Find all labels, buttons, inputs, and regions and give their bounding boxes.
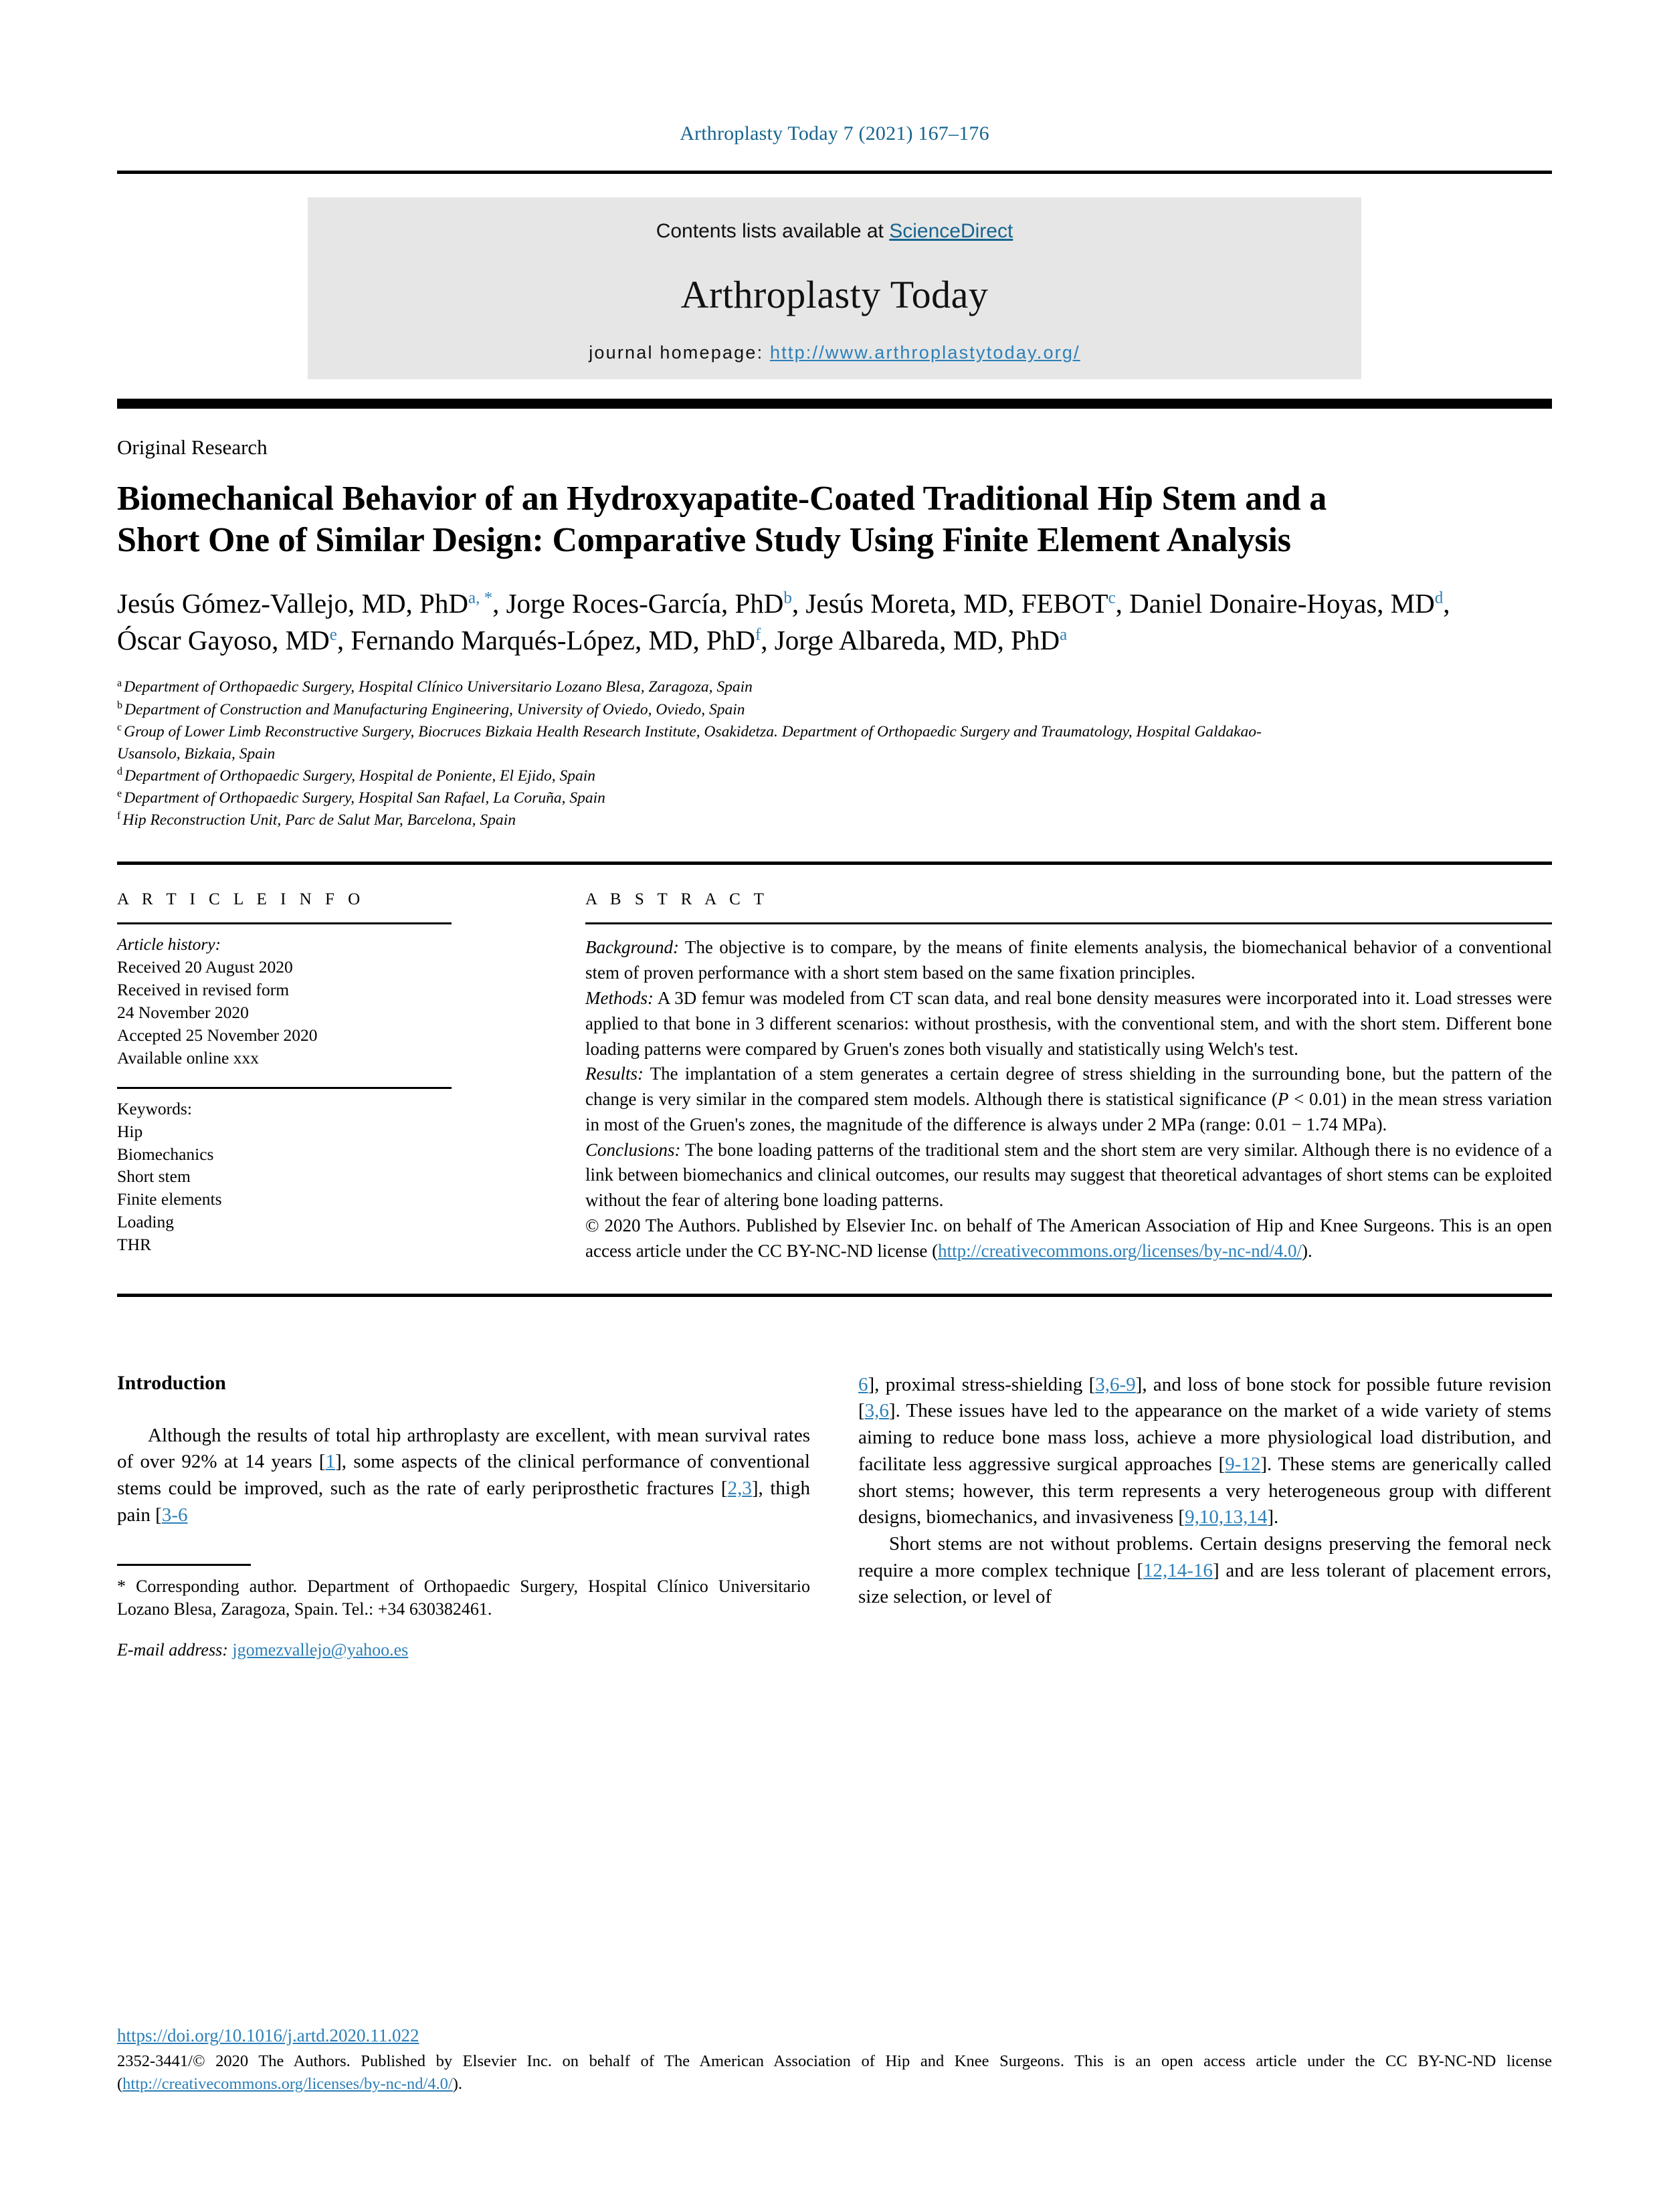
- issn-text-pre: 2352-3441/© 2020 The Authors. Published by Elsevier Inc. on behalf of The American Association of Hip and Knee Surgeons. This is an open access article under the CC BY-NC-ND license (: [117, 2052, 1552, 2093]
- top-divider-rule: [117, 171, 1552, 174]
- abstract-pvalue-symbol: P: [1277, 1089, 1289, 1110]
- intro-text-c: ], thigh pain [: [117, 1478, 810, 1526]
- reference-link-2-3[interactable]: 2,3: [727, 1478, 752, 1500]
- abstract-body: [585, 935, 1552, 1264]
- intro-text-a: Although the results of total hip arthroplasty are excellent, with mean survival rates of over 92% at 14 years [: [117, 1424, 810, 1473]
- affiliation-mark: f: [117, 810, 121, 822]
- abstract-bottom-rule: [117, 1294, 1552, 1297]
- affiliation-item: [117, 765, 1321, 787]
- author-name: Daniel Donaire-Hoyas, MD: [1129, 587, 1435, 619]
- sciencedirect-link[interactable]: ScienceDirect: [889, 220, 1013, 242]
- affiliation-item: [117, 809, 1321, 831]
- email-label: E-mail address:: [117, 1640, 228, 1660]
- doi-link[interactable]: https://doi.org/10.1016/j.artd.2020.11.022: [117, 2025, 419, 2045]
- author-name: Jorge Albareda, MD, PhD: [774, 625, 1060, 656]
- affiliation-text: Department of Orthopaedic Surgery, Hospital San Rafael, La Coruña, Spain: [124, 789, 605, 807]
- contents-prefix-text: Contents lists available at: [656, 220, 890, 242]
- affiliation-text: Department of Orthopaedic Surgery, Hospital de Poniente, El Ejido, Spain: [124, 767, 596, 785]
- abstract-label-background: Background:: [585, 937, 679, 958]
- reference-link-9-10-13-14[interactable]: 9,10,13,14: [1185, 1506, 1268, 1528]
- article-history-item: 24 November 2020: [117, 1003, 249, 1023]
- reference-link-1[interactable]: 1: [325, 1451, 336, 1473]
- author-affil-mark: a: [1060, 625, 1068, 644]
- email-note: [117, 1639, 810, 1662]
- contents-available-line: [308, 197, 1361, 243]
- affiliation-item: [117, 721, 1321, 765]
- keyword-item: Loading: [117, 1212, 174, 1232]
- article-type-label: Original Research: [117, 435, 268, 459]
- masthead-bottom-bar: [117, 399, 1552, 409]
- abstract-text-results-mid: < 0.01) in the mean stress variation in most of the Gruen's zones, the magnitude of the difference is always under 2 MPa (range: 0.01 − 1.74 MPa).: [585, 1089, 1553, 1134]
- cc-license-link[interactable]: http://creativecommons.org/licenses/by-nc-nd/4.0/: [938, 1240, 1302, 1261]
- abstract-text-results-pre: The implantation of a stem generates a certain degree of stress shielding in the surrounding bone, but the pattern of the change is very similar in the compared stem models. Although there is statistical significance (: [585, 1064, 1552, 1110]
- keyword-item: THR: [117, 1235, 151, 1255]
- abstract-text-conclusions: The bone loading patterns of the traditional stem and the short stem are very similar. Although there is no evidence of a link between biomechanics and clinical outcomes, our results may suggest that theoretical advantages of short stems can be exploited without the fear of altering bone loading patterns.: [585, 1139, 1552, 1211]
- abstract-text-methods: A 3D femur was modeled from CT scan data, and real bone density measures were incorporated into it. Load stresses were applied to that bone in 3 different scenarios: without prosthesis, with the conventional stem, and with the short stem. Different bone loading patterns were compared by Gruen's zones both visually and statistically using Welch's test.: [585, 987, 1552, 1059]
- copyright-line-2-pre: Surgeons. This is an open access article under the CC BY-NC-ND license (: [585, 1215, 1552, 1261]
- author-name: Óscar Gayoso, MD: [117, 625, 330, 656]
- affiliation-text: Hip Reconstruction Unit, Parc de Salut Mar, Barcelona, Spain: [122, 811, 516, 829]
- copyright-line-1: © 2020 The Authors. Published by Elsevier Inc. on behalf of The American Association of Hip and Knee: [585, 1215, 1358, 1236]
- article-history-block: [117, 933, 532, 1069]
- intro-paragraph-left: [117, 1423, 810, 1529]
- abstract-paragraph-methods: [585, 986, 1552, 1062]
- author-name: Jesús Gómez-Vallejo, MD, PhD: [117, 587, 468, 619]
- abstract-text-background: The objective is to compare, by the means of finite elements analysis, the biomechanical behavior of a conventional stem of proven performance with a short stem based on the same fixation principles.: [585, 937, 1552, 983]
- article-history-item: Available online xxx: [117, 1047, 259, 1068]
- footnote-rule: [117, 1564, 251, 1566]
- author-affil-mark: e: [329, 625, 337, 644]
- abstract-section-top-rule: [117, 862, 1552, 865]
- abstract-label-results: Results:: [585, 1064, 644, 1084]
- journal-homepage-link[interactable]: http://www.arthroplastytoday.org/: [769, 342, 1080, 363]
- reference-link-12-14-16[interactable]: 12,14-16: [1143, 1559, 1213, 1581]
- article-history-item: Received in revised form: [117, 980, 290, 1000]
- keyword-item: Biomechanics: [117, 1144, 214, 1164]
- affiliation-mark: b: [117, 699, 122, 711]
- abstract-label-methods: Methods:: [585, 987, 654, 1008]
- introduction-heading: Introduction: [117, 1371, 226, 1394]
- article-info-heading-rule: [117, 922, 452, 924]
- right-text-d: ]. These stems are generically called short stems; however, this term represents a very heterogeneous group with different designs, biomechanics, and invasiveness [: [858, 1453, 1551, 1528]
- reference-link-9-12[interactable]: 9-12: [1225, 1453, 1261, 1475]
- journal-homepage-line: [308, 342, 1361, 363]
- abstract-heading: A B S T R A C T: [585, 890, 769, 909]
- author-affil-mark: a, *: [468, 589, 493, 607]
- running-head: Arthroplasty Today 7 (2021) 167–176: [680, 122, 989, 144]
- affiliation-mark: a: [117, 677, 122, 689]
- right-text-e: ].: [1267, 1506, 1279, 1528]
- abstract-copyright: [585, 1213, 1552, 1264]
- right-text-g: ] and are less tolerant of placement errors, size selection, or level of: [858, 1559, 1551, 1608]
- affiliation-text: Department of Orthopaedic Surgery, Hospital Clínico Universitario Lozano Blesa, Zaragoza, Spain: [124, 678, 753, 696]
- author-name: Jesús Moreta, MD, FEBOT: [805, 587, 1108, 619]
- journal-title: Arthroplasty Today: [680, 273, 989, 316]
- intro-paragraph-right-2: [858, 1531, 1551, 1611]
- body-two-column-layout: [117, 1372, 1552, 1680]
- right-text-a: ], proximal stress-shielding [: [868, 1373, 1096, 1395]
- body-left-column: [117, 1372, 810, 1680]
- affiliation-item: [117, 699, 1321, 721]
- article-history-label: Article history:: [117, 934, 221, 954]
- affiliation-mark: e: [117, 788, 122, 800]
- abstract-heading-rule: [585, 922, 1552, 924]
- page-container: [117, 0, 1552, 2212]
- reference-link-3-6-9[interactable]: 3,6-9: [1095, 1373, 1136, 1395]
- author-list: Jesús Gómez-Vallejo, MD, PhD$^{a, *}$, Jorge Roces-García, PhD$^b$, Jesús Moreta, MD, FEBOT$^c$, Daniel Donaire-Hoyas, $MD^d$, Óscar Gayoso, MDe, Fernando Marqués-López, MD, PhD$^f$, Jorge Albareda, MD, PhD$^a$: [117, 587, 1450, 656]
- author-affil-mark: b: [783, 589, 792, 607]
- keyword-item: Finite elements: [117, 1189, 222, 1209]
- page-footer: [117, 2025, 1552, 2096]
- article-info-heading: A R T I C L E I N F O: [117, 890, 365, 909]
- affiliation-text: Department of Construction and Manufacturing Engineering, University of Oviedo, Oviedo, Spain: [124, 700, 745, 718]
- author-affil-mark: f: [755, 625, 761, 644]
- corresponding-author-text: * Corresponding author. Department of Orthopaedic Surgery, Hospital Clínico Universitario Lozano Blesa, Zaragoza, Spain. Tel.: +34 630382461.: [117, 1576, 810, 1619]
- article-history-item: Accepted 25 November 2020: [117, 1025, 318, 1045]
- article-info-abstract-block: [117, 890, 1552, 1264]
- abstract-paragraph-results: [585, 1062, 1552, 1137]
- author-affil-mark: d: [1434, 589, 1444, 607]
- right-text-f: Short stems are not without problems. Certain designs preserving the femoral neck require a more complex technique [: [858, 1532, 1551, 1581]
- reference-link-6-cont[interactable]: 6: [858, 1373, 868, 1395]
- affiliation-mark: c: [117, 721, 122, 733]
- author-affil-mark: c: [1108, 589, 1116, 607]
- affiliation-mark: d: [117, 766, 122, 778]
- keyword-item: Short stem: [117, 1167, 191, 1187]
- article-info-column: [117, 890, 532, 1264]
- right-text-c: ]. These issues have led to the appearance on the market of a wide variety of stems aiming to reduce bone mass loss, achieve a more physiological load distribution, and facilitate less aggressive surgical approaches [: [858, 1400, 1551, 1475]
- abstract-paragraph-conclusions: [585, 1138, 1552, 1213]
- author-name: Jorge Roces-García, PhD: [506, 587, 784, 619]
- reference-link-3-6[interactable]: 3-6: [161, 1504, 188, 1526]
- corresponding-author-note: [117, 1575, 810, 1622]
- footer-license-link[interactable]: http://creativecommons.org/licenses/by-nc-nd/4.0/: [122, 2074, 453, 2093]
- abstract-column: [532, 890, 1552, 1264]
- page-title: Biomechanical Behavior of an Hydroxyapatite-Coated Traditional Hip Stem and a Short One of Similar Design: Comparative Study Using Finite Element Analysis: [117, 480, 1327, 559]
- affiliation-item: [117, 676, 1321, 698]
- keyword-item: Hip: [117, 1121, 143, 1141]
- reference-link-3-6b[interactable]: 3,6: [864, 1400, 889, 1422]
- affiliation-text: Group of Lower Limb Reconstructive Surgery, Biocruces Bizkaia Health Research Institute, Osakidetza. Department of Orthopaedic Surgery and Traumatology, Hospital Galdakao-Usansolo, Bizkaia, Spain: [117, 722, 1262, 763]
- abstract-paragraph-background: [585, 935, 1552, 986]
- author-name: Fernando Marqués-López, MD, PhD: [351, 625, 755, 656]
- article-history-item: Received 20 August 2020: [117, 957, 293, 977]
- intro-paragraph-right-1: [858, 1372, 1551, 1531]
- email-link[interactable]: jgomezvallejo@yahoo.es: [232, 1640, 409, 1660]
- right-text-b: ], and loss of bone stock for possible future revision [: [858, 1373, 1551, 1422]
- keywords-label: Keywords:: [117, 1098, 192, 1118]
- journal-masthead: [308, 197, 1361, 379]
- homepage-label: journal homepage:: [589, 342, 770, 363]
- abstract-label-conclusions: Conclusions:: [585, 1139, 681, 1160]
- intro-text-b: ], some aspects of the clinical performance of conventional stems could be improved, such as the rate of early periprosthetic fractures [: [117, 1451, 810, 1500]
- affiliation-list: [117, 676, 1321, 831]
- issn-legal-line: [117, 2050, 1552, 2096]
- copyright-line-2-post: ).: [1301, 1240, 1312, 1261]
- affiliation-item: [117, 787, 1321, 809]
- article-info-divider: [117, 1087, 452, 1089]
- keywords-block: [117, 1098, 532, 1256]
- issn-text-post: ).: [452, 2074, 462, 2093]
- body-right-column: [858, 1372, 1551, 1680]
